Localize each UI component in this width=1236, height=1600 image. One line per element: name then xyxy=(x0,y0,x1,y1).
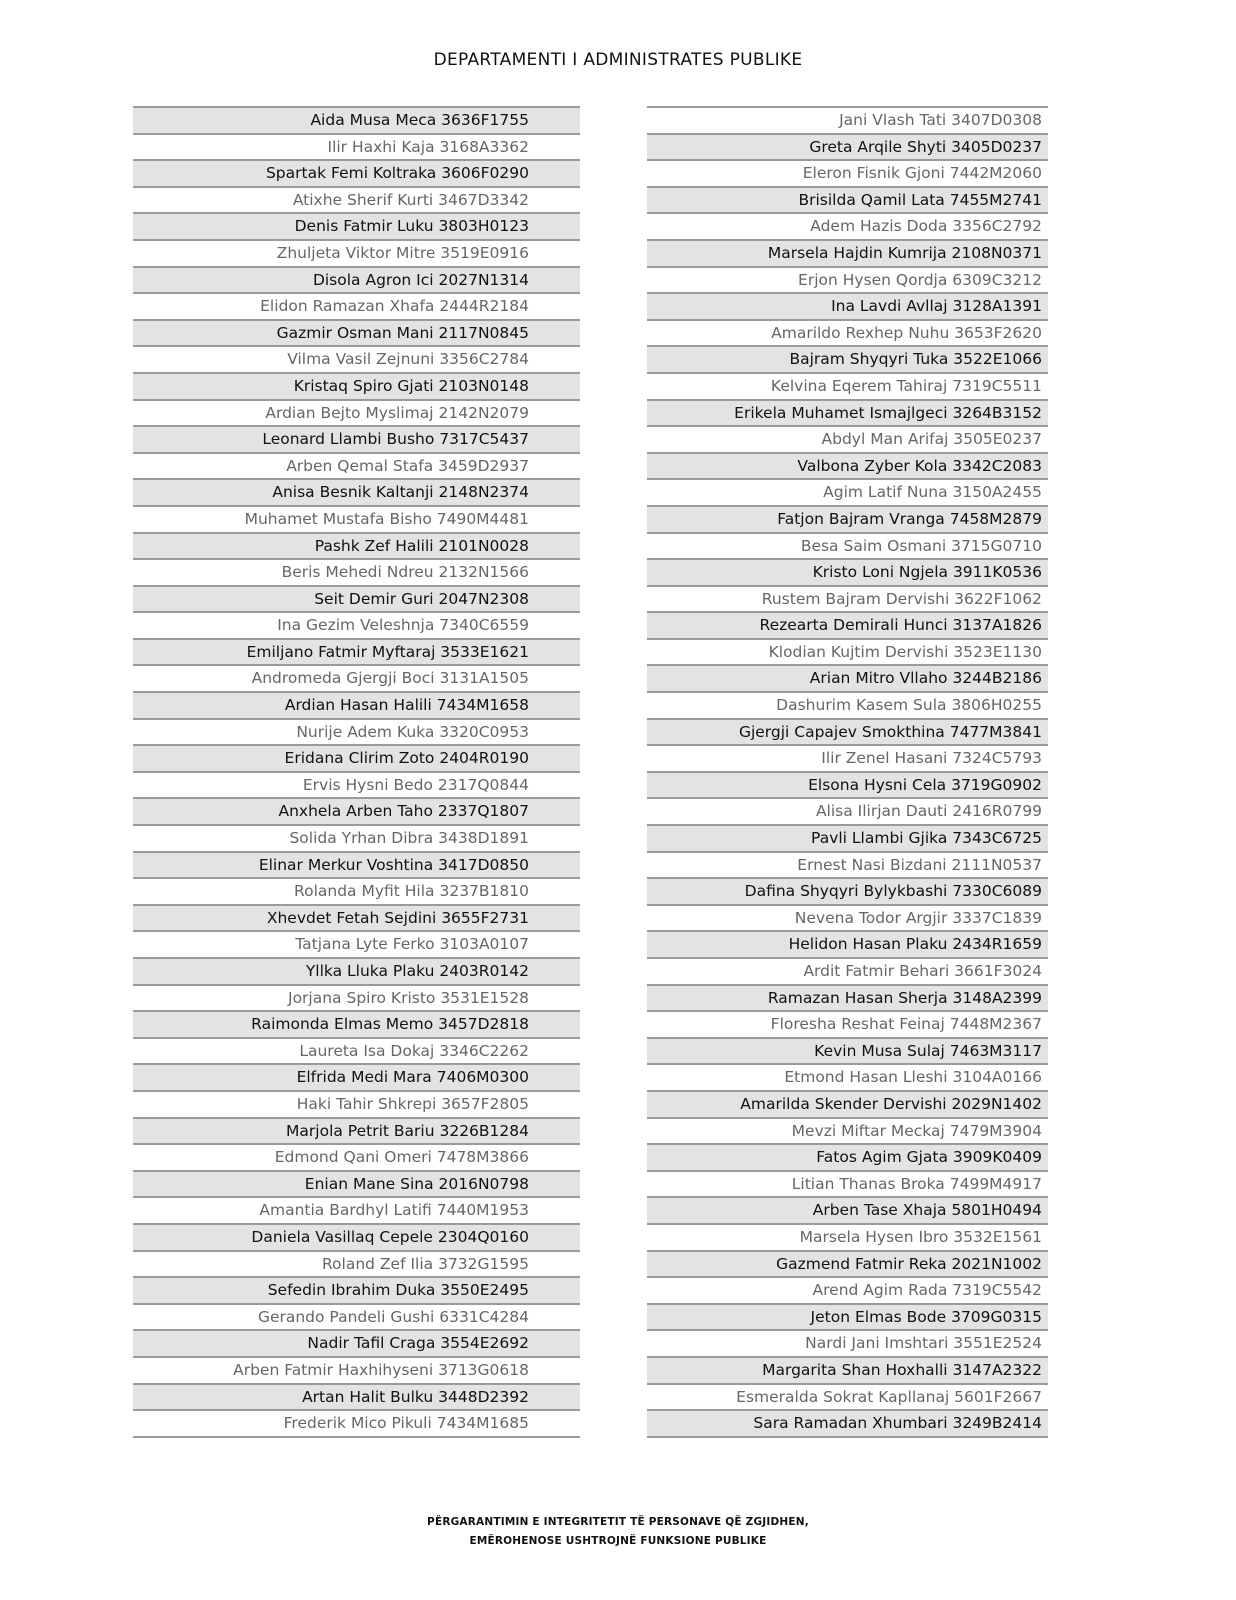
list-item: Arben Tase Xhaja 5801H0494 xyxy=(647,1196,1048,1223)
list-item: Denis Fatmir Luku 3803H0123 xyxy=(133,212,580,239)
list-item: Besa Saim Osmani 3715G0710 xyxy=(647,532,1048,559)
list-item: Laureta Isa Dokaj 3346C2262 xyxy=(133,1037,580,1064)
page-title: DEPARTAMENTI I ADMINISTRATES PUBLIKE xyxy=(433,50,803,70)
list-item: Ervis Hysni Bedo 2317Q0844 xyxy=(133,771,580,798)
list-item: Ina Lavdi Avllaj 3128A1391 xyxy=(647,292,1048,319)
list-item: Spartak Femi Koltraka 3606F0290 xyxy=(133,159,580,186)
list-item: Elsona Hysni Cela 3719G0902 xyxy=(647,771,1048,798)
list-item: Jeton Elmas Bode 3709G0315 xyxy=(647,1303,1048,1330)
list-item: Atixhe Sherif Kurti 3467D3342 xyxy=(133,186,580,213)
list-bottom-rule xyxy=(647,1436,1048,1438)
list-item: Edmond Qani Omeri 7478M3866 xyxy=(133,1143,580,1170)
list-item: Muhamet Mustafa Bisho 7490M4481 xyxy=(133,505,580,532)
list-item: Ardian Hasan Halili 7434M1658 xyxy=(133,691,580,718)
list-item: Kevin Musa Sulaj 7463M3117 xyxy=(647,1037,1048,1064)
list-item: Esmeralda Sokrat Kapllanaj 5601F2667 xyxy=(647,1383,1048,1410)
list-item: Zhuljeta Viktor Mitre 3519E0916 xyxy=(133,239,580,266)
list-item: Leonard Llambi Busho 7317C5437 xyxy=(133,425,580,452)
list-item: Dashurim Kasem Sula 3806H0255 xyxy=(647,691,1048,718)
list-item: Frederik Mico Pikuli 7434M1685 xyxy=(133,1409,580,1436)
list-item: Gerando Pandeli Gushi 6331C4284 xyxy=(133,1303,580,1330)
list-item: Ardian Bejto Myslimaj 2142N2079 xyxy=(133,399,580,426)
list-item: Gazmir Osman Mani 2117N0845 xyxy=(133,319,580,346)
list-item: Emiljano Fatmir Myftaraj 3533E1621 xyxy=(133,638,580,665)
list-item: Enian Mane Sina 2016N0798 xyxy=(133,1170,580,1197)
list-item: Sara Ramadan Xhumbari 3249B2414 xyxy=(647,1409,1048,1436)
list-item: Litian Thanas Broka 7499M4917 xyxy=(647,1170,1048,1197)
list-item: Eleron Fisnik Gjoni 7442M2060 xyxy=(647,159,1048,186)
right-name-list xyxy=(647,106,1048,1438)
list-item: Andromeda Gjergji Boci 3131A1505 xyxy=(133,664,580,691)
list-item: Ardit Fatmir Behari 3661F3024 xyxy=(647,957,1048,984)
list-item: Fatos Agim Gjata 3909K0409 xyxy=(647,1143,1048,1170)
footer-line-1: PËRGARANTIMIN E INTEGRITETIT TË PERSONAVE QË ZGJIDHEN, xyxy=(427,1516,809,1528)
list-item: Marsela Hysen Ibro 3532E1561 xyxy=(647,1223,1048,1250)
list-item: Rustem Bajram Dervishi 3622F1062 xyxy=(647,585,1048,612)
list-item: Rolanda Myfit Hila 3237B1810 xyxy=(133,877,580,904)
list-item: Marsela Hajdin Kumrija 2108N0371 xyxy=(647,239,1048,266)
list-item: Disola Agron Ici 2027N1314 xyxy=(133,266,580,293)
list-item: Mevzi Miftar Meckaj 7479M3904 xyxy=(647,1117,1048,1144)
list-item: Eridana Clirim Zoto 2404R0190 xyxy=(133,744,580,771)
list-item: Marjola Petrit Bariu 3226B1284 xyxy=(133,1117,580,1144)
list-item: Arian Mitro Vllaho 3244B2186 xyxy=(647,664,1048,691)
list-item: Kelvina Eqerem Tahiraj 7319C5511 xyxy=(647,372,1048,399)
list-item: Solida Yrhan Dibra 3438D1891 xyxy=(133,824,580,851)
list-item: Bajram Shyqyri Tuka 3522E1066 xyxy=(647,345,1048,372)
list-item: Adem Hazis Doda 3356C2792 xyxy=(647,212,1048,239)
list-item: Elidon Ramazan Xhafa 2444R2184 xyxy=(133,292,580,319)
list-item: Helidon Hasan Plaku 2434R1659 xyxy=(647,930,1048,957)
list-item: Floresha Reshat Feinaj 7448M2367 xyxy=(647,1010,1048,1037)
list-item: Sefedin Ibrahim Duka 3550E2495 xyxy=(133,1276,580,1303)
list-item: Gjergji Capajev Smokthina 7477M3841 xyxy=(647,718,1048,745)
list-item: Brisilda Qamil Lata 7455M2741 xyxy=(647,186,1048,213)
list-item: Nardi Jani Imshtari 3551E2524 xyxy=(647,1329,1048,1356)
list-item: Greta Arqile Shyti 3405D0237 xyxy=(647,133,1048,160)
list-item: Arben Qemal Stafa 3459D2937 xyxy=(133,452,580,479)
list-item: Abdyl Man Arifaj 3505E0237 xyxy=(647,425,1048,452)
list-item: Ilir Haxhi Kaja 3168A3362 xyxy=(133,133,580,160)
list-item: Anxhela Arben Taho 2337Q1807 xyxy=(133,797,580,824)
list-item: Aida Musa Meca 3636F1755 xyxy=(133,106,580,133)
list-item: Raimonda Elmas Memo 3457D2818 xyxy=(133,1010,580,1037)
list-item: Haki Tahir Shkrepi 3657F2805 xyxy=(133,1090,580,1117)
list-item: Nurije Adem Kuka 3320C0953 xyxy=(133,718,580,745)
list-item: Alisa Ilirjan Dauti 2416R0799 xyxy=(647,797,1048,824)
list-item: Roland Zef Ilia 3732G1595 xyxy=(133,1250,580,1277)
list-item: Vilma Vasil Zejnuni 3356C2784 xyxy=(133,345,580,372)
list-item: Klodian Kujtim Dervishi 3523E1130 xyxy=(647,638,1048,665)
list-item: Ramazan Hasan Sherja 3148A2399 xyxy=(647,984,1048,1011)
list-item: Arend Agim Rada 7319C5542 xyxy=(647,1276,1048,1303)
list-item: Ina Gezim Veleshnja 7340C6559 xyxy=(133,611,580,638)
list-item: Kristo Loni Ngjela 3911K0536 xyxy=(647,558,1048,585)
list-item: Ilir Zenel Hasani 7324C5793 xyxy=(647,744,1048,771)
list-item: Rezearta Demirali Hunci 3137A1826 xyxy=(647,611,1048,638)
list-item: Ernest Nasi Bizdani 2111N0537 xyxy=(647,851,1048,878)
list-item: Artan Halit Bulku 3448D2392 xyxy=(133,1383,580,1410)
list-item: Valbona Zyber Kola 3342C2083 xyxy=(647,452,1048,479)
list-item: Pavli Llambi Gjika 7343C6725 xyxy=(647,824,1048,851)
list-item: Elinar Merkur Voshtina 3417D0850 xyxy=(133,851,580,878)
list-item: Margarita Shan Hoxhalli 3147A2322 xyxy=(647,1356,1048,1383)
footer xyxy=(0,1513,1236,1551)
list-item: Seit Demir Guri 2047N2308 xyxy=(133,585,580,612)
list-item: Daniela Vasillaq Cepele 2304Q0160 xyxy=(133,1223,580,1250)
list-item: Erjon Hysen Qordja 6309C3212 xyxy=(647,266,1048,293)
list-item: Arben Fatmir Haxhihyseni 3713G0618 xyxy=(133,1356,580,1383)
list-item: Jani Vlash Tati 3407D0308 xyxy=(647,106,1048,133)
list-item: Amantia Bardhyl Latifi 7440M1953 xyxy=(133,1196,580,1223)
list-item: Tatjana Lyte Ferko 3103A0107 xyxy=(133,930,580,957)
list-item: Anisa Besnik Kaltanji 2148N2374 xyxy=(133,478,580,505)
list-item: Gazmend Fatmir Reka 2021N1002 xyxy=(647,1250,1048,1277)
list-item: Xhevdet Fetah Sejdini 3655F2731 xyxy=(133,904,580,931)
list-item: Jorjana Spiro Kristo 3531E1528 xyxy=(133,984,580,1011)
list-item: Yllka Lluka Plaku 2403R0142 xyxy=(133,957,580,984)
list-item: Nevena Todor Argjir 3337C1839 xyxy=(647,904,1048,931)
footer-line-2: EMËROHENOSE USHTROJNË FUNKSIONE PUBLIKE xyxy=(469,1535,767,1547)
list-item: Pashk Zef Halili 2101N0028 xyxy=(133,532,580,559)
list-item: Nadir Tafil Craga 3554E2692 xyxy=(133,1329,580,1356)
list-item: Elfrida Medi Mara 7406M0300 xyxy=(133,1063,580,1090)
list-item: Beris Mehedi Ndreu 2132N1566 xyxy=(133,558,580,585)
list-item: Etmond Hasan Lleshi 3104A0166 xyxy=(647,1063,1048,1090)
list-item: Fatjon Bajram Vranga 7458M2879 xyxy=(647,505,1048,532)
list-item: Amarildo Rexhep Nuhu 3653F2620 xyxy=(647,319,1048,346)
list-item: Kristaq Spiro Gjati 2103N0148 xyxy=(133,372,580,399)
list-item: Erikela Muhamet Ismajlgeci 3264B3152 xyxy=(647,399,1048,426)
list-item: Dafina Shyqyri Bylykbashi 7330C6089 xyxy=(647,877,1048,904)
list-bottom-rule xyxy=(133,1436,580,1438)
list-item: Agim Latif Nuna 3150A2455 xyxy=(647,478,1048,505)
left-name-list xyxy=(133,106,580,1438)
list-item: Amarilda Skender Dervishi 2029N1402 xyxy=(647,1090,1048,1117)
